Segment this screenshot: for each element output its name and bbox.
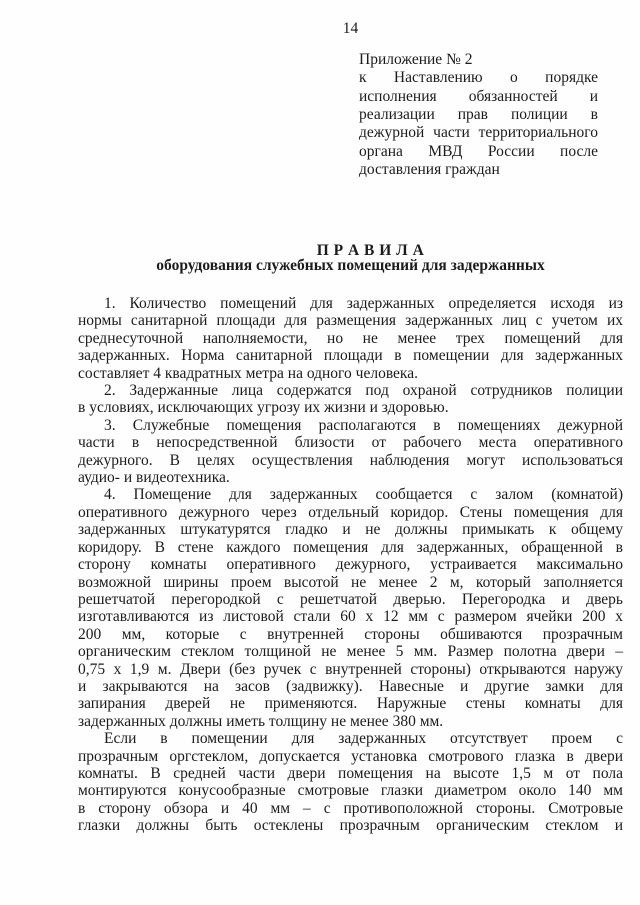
body-text-line: среднесуточной наполняемости, но не менее трех помещений для	[78, 329, 623, 347]
body-text-line: и закрываются на засов (задвижку). Навесные и другие замки для	[78, 677, 623, 695]
body-text-line: органическим стеклом толщиной не менее 5 мм. Размер полотна двери –	[78, 643, 623, 661]
appendix-line: реализации прав полиции в	[359, 106, 598, 124]
body-paragraph	[78, 295, 623, 382]
body-text-line: сторону комнаты оперативного дежурного, устраивается максимально	[78, 556, 623, 574]
body-paragraph	[78, 417, 623, 487]
body-text-line: задержанных. Норма санитарной площади в помещении для задержанных	[78, 347, 623, 365]
body-text-line: части в непосредственной близости от рабочего места оперативного	[78, 434, 623, 452]
body-text-line: 200 мм, которые с внутренней стороны обшиваются прозрачным	[78, 625, 623, 643]
body-text-line: составляет 4 квадратных метра на одного человека.	[78, 364, 418, 382]
body-text-line: запирания дверей не применяются. Наружные стены комнаты для	[78, 695, 623, 713]
appendix-reference-block	[359, 51, 598, 179]
body-paragraph	[78, 486, 623, 730]
body-text-line: Если в помещении для задержанных отсутствует проем с	[104, 730, 623, 748]
body-text-line: в условиях, исключающих угрозу их жизни и здоровью.	[78, 399, 449, 417]
body-text-line: глазки должны быть остеклены прозрачным органическим стеклом и	[78, 817, 623, 835]
document-subtitle: оборудования служебных помещений для задержанных	[156, 257, 545, 274]
body-text-line: коридору. В стене каждого помещения для задержанных, обращенной в	[78, 538, 623, 556]
document-body	[78, 295, 623, 835]
body-text-line: прозрачным оргстеклом, допускается установка смотрового глазка в двери	[78, 747, 623, 765]
body-text-line: 2. Задержанные лица содержатся под охраной сотрудников полиции	[104, 382, 623, 400]
body-text-line: 1. Количество помещений для задержанных определяется исходя из	[104, 295, 623, 312]
body-text-line: аудио- и видеотехника.	[78, 469, 230, 487]
body-text-line: дежурного. В целях осуществления наблюдения могут использоваться	[78, 451, 623, 469]
document-title: П Р А В И Л А	[316, 242, 425, 259]
body-text-line: решетчатой перегородкой с решетчатой дверью. Перегородка и дверь	[78, 590, 623, 608]
body-text-line: в сторону обзора и 40 мм – с противоположной стороны. Смотровые	[78, 799, 623, 817]
page-number: 14	[342, 20, 359, 37]
body-text-line: 3. Служебные помещения располагаются в помещениях дежурной	[104, 416, 623, 434]
body-text-line: нормы санитарной площади для размещения задержанных лиц с учетом их	[78, 312, 623, 330]
body-text-line: оперативного дежурного через отдельный коридор. Стены помещения для	[78, 503, 623, 521]
appendix-line: органа МВД России после	[359, 142, 598, 160]
body-text-line: возможной ширины проем высотой не менее 2 м, который заполняется	[78, 573, 623, 591]
body-text-line: монтируются конусообразные смотровые глазки диаметром около 140 мм	[78, 782, 623, 800]
body-text-line: 4. Помещение для задержанных сообщается с залом (комнатой)	[104, 486, 623, 504]
body-paragraph	[78, 730, 623, 834]
body-text-line: комнаты. В средней части двери помещения на высоте 1,5 м от пола	[78, 764, 623, 782]
appendix-line: исполнения обязанностей и	[359, 87, 598, 105]
appendix-line: доставления граждан	[359, 161, 500, 179]
body-text-line: 0,75 х 1,9 м. Двери (без ручек с внутренней стороны) открываются наружу	[78, 660, 623, 678]
body-paragraph	[78, 382, 623, 417]
body-text-line: задержанных штукатурятся гладко и не должны примыкать к общему	[78, 521, 623, 539]
body-text-line: задержанных должны иметь толщину не менее 380 мм.	[78, 712, 444, 730]
body-text-line: изготавливаются из листовой стали 60 х 12 мм с размером ячейки 200 х	[78, 608, 623, 626]
appendix-line: дежурной части территориального	[359, 124, 598, 142]
appendix-line: Приложение № 2	[359, 51, 473, 68]
appendix-line: к Наставлению о порядке	[359, 69, 598, 87]
